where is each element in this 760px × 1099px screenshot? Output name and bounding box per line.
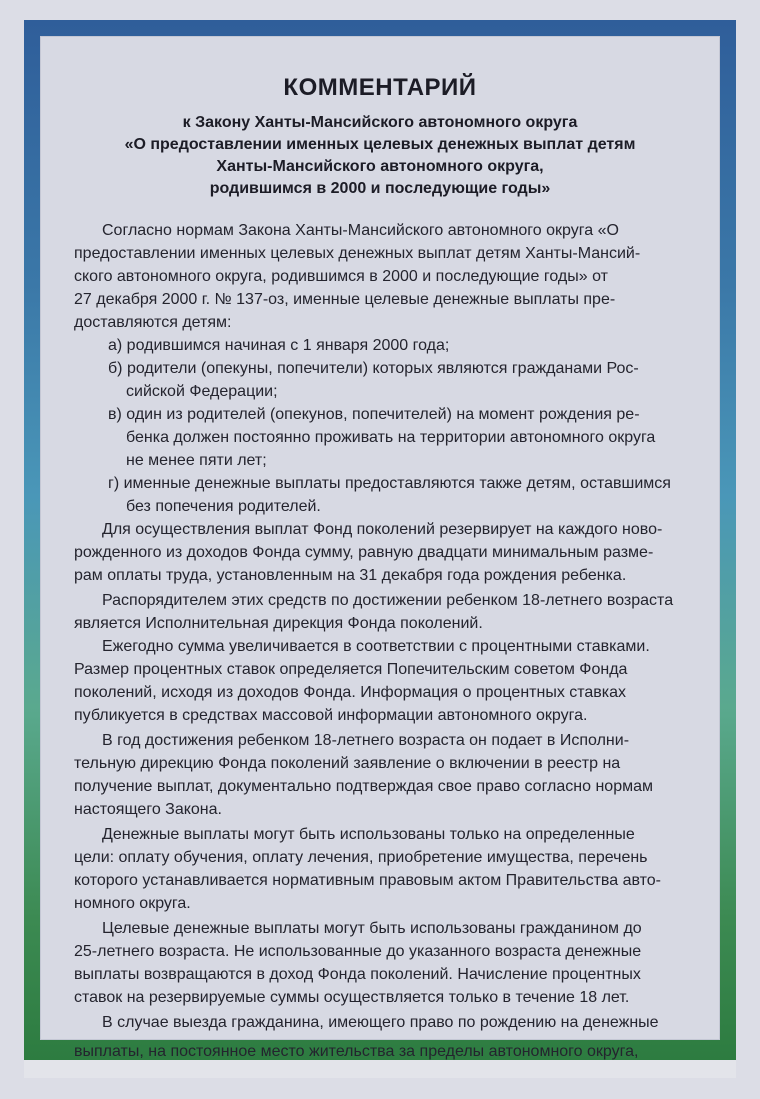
text-line: предоставлении именных целевых денежных выплат детям Ханты-Мансий- [74,245,641,262]
text-line: выплаты возвращаются в доход Фонда поколений. Начисление процентных [74,966,641,983]
list-item: а) родившимся начиная с 1 января 2000 года; [108,337,450,354]
list-item: в) один из родителей (опекунов, попечителей) на момент рождения ре- [108,406,640,423]
text-line: настоящего Закона. [74,801,222,818]
text-line: Денежные выплаты могут быть использованы только на определенные [102,826,635,843]
text-line: которого устанавливается нормативным правовым актом Правительства авто- [74,872,662,889]
text-line: В случае выезда гражданина, имеющего право по рождению на денежные [102,1014,659,1031]
text-line: публикуется в средствах массовой информации автономного округа. [74,707,588,724]
text-line: цели: оплату обучения, оплату лечения, приобретение имущества, перечень [74,849,648,866]
list-item: бенка должен постоянно проживать на территории автономного округа [126,429,656,446]
text-line: ского автономного округа, родившимся в 2000 и последующие годы» от [74,268,608,285]
text-line: Размер процентных ставок определяется Попечительским советом Фонда [74,661,628,678]
text-line: доставляются детям: [74,314,232,331]
list-item: г) именные денежные выплаты предоставляются также детям, оставшимся [108,475,671,492]
text-line: рожденного из доходов Фонда сумму, равную двадцати минимальным разме- [74,544,654,561]
text-line: Согласно нормам Закона Ханты-Мансийского автономного округа «О [102,222,619,239]
text-line: номного округа. [74,895,191,912]
text-line: тельную дирекцию Фонда поколений заявление о включении в реестр на [74,755,621,772]
poster-frame [24,20,736,1078]
text-line: поколений, исходя из доходов Фонда. Информация о процентных ставках [74,684,627,701]
document-sheet [40,36,720,1040]
text-line: Распорядителем этих средств по достижении ребенком 18-летнего возраста [102,592,674,609]
subtitle-line: родившимся в 2000 и последующие годы» [209,180,551,197]
list-item: не менее пяти лет; [126,452,267,469]
list-item: без попечения родителей. [126,498,321,515]
document-title: КОММЕНТАРИЙ [283,74,477,101]
text-line: В год достижения ребенком 18-летнего возраста он подает в Исполни- [102,732,630,749]
text-line: выплаты, на постоянное место жительства за пределы автономного округа, [74,1043,639,1060]
text-line: 27 декабря 2000 г. № 137-оз, именные целевые денежные выплаты пре- [74,291,616,308]
text-line: является Исполнительная дирекция Фонда поколений. [74,615,483,632]
text-line: Ежегодно сумма увеличивается в соответствии с процентными ставками. [102,638,650,655]
list-item: б) родители (опекуны, попечители) которых являются гражданами Рос- [108,360,639,377]
text-line: 25-летнего возраста. Не использованные до указанного возраста денежные [74,943,642,960]
text-line: рам оплаты труда, установленным на 31 декабря года рождения ребенка. [74,567,627,584]
subtitle-line: «О предоставлении именных целевых денежных выплат детям [124,136,636,153]
subtitle-line: Ханты-Мансийского автономного округа, [216,158,544,175]
text-line: Целевые денежные выплаты могут быть использованы гражданином до [102,920,642,937]
text-line: получение выплат, документально подтверждая свое право согласно нормам [74,778,653,795]
list-item: сийской Федерации; [126,383,278,400]
text-line: Для осуществления выплат Фонд поколений резервирует на каждого ново- [102,521,663,538]
subtitle-line: к Закону Ханты-Мансийского автономного округа [182,114,578,131]
poster-bottom-strip [24,1060,736,1078]
text-line: ставок на резервируемые суммы осуществляется только в течение 18 лет. [74,989,630,1006]
